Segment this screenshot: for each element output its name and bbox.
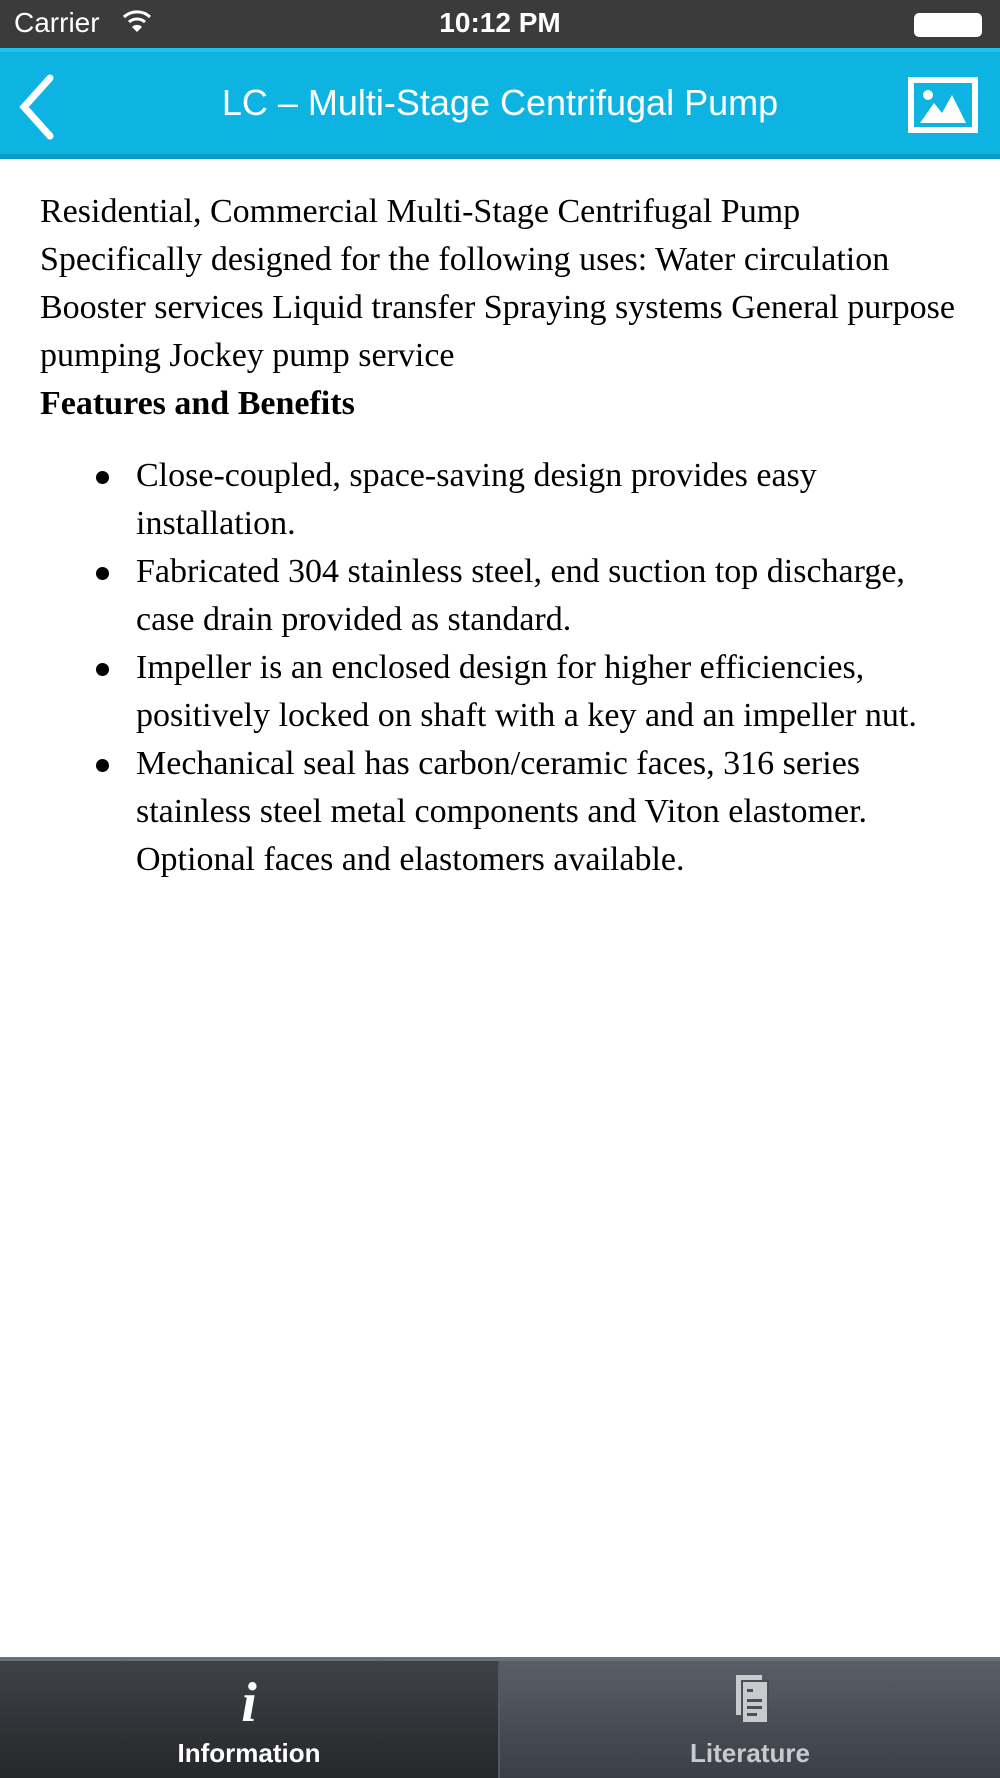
list-item: Mechanical seal has carbon/ceramic faces, 316 series stainless steel metal components and Viton elastomer. Optional faces and elastomers available.	[136, 740, 970, 884]
features-heading: Features and Benefits	[40, 385, 355, 422]
clock: 10:12 PM	[439, 7, 561, 38]
tab-label: Information	[177, 1738, 321, 1768]
tab-information[interactable]	[0, 1661, 500, 1778]
features-list	[40, 452, 970, 884]
svg-text:i: i	[241, 1672, 257, 1727]
status-bar	[0, 0, 1000, 48]
battery-icon	[914, 13, 982, 37]
list-item: Fabricated 304 stainless steel, end suction top discharge, case drain provided as standard.	[136, 548, 970, 644]
page-title: LC – Multi-Stage Centrifugal Pump	[221, 82, 779, 123]
wifi-icon	[122, 8, 152, 34]
list-item: Impeller is an enclosed design for higher efficiencies, positively locked on shaft with a key and an impeller nut.	[136, 644, 970, 740]
tab-label: Literature	[690, 1738, 810, 1768]
documents-icon	[720, 1671, 780, 1727]
tab-literature[interactable]	[500, 1661, 1000, 1778]
carrier-label: Carrier	[14, 7, 100, 38]
product-description	[40, 188, 970, 884]
tab-bar	[0, 1657, 1000, 1778]
info-icon	[219, 1671, 279, 1727]
image-gallery-icon[interactable]	[908, 77, 978, 133]
back-chevron-icon[interactable]	[12, 72, 62, 142]
intro-text: Residential, Commercial Multi-Stage Centrifugal Pump Specifically designed for the following uses: Water circulation Booster services Liquid transfer Spraying systems General purpose pumping Jockey pump service	[40, 193, 955, 374]
navigation-bar	[0, 48, 1000, 159]
list-item: Close-coupled, space-saving design provides easy installation.	[136, 452, 970, 548]
